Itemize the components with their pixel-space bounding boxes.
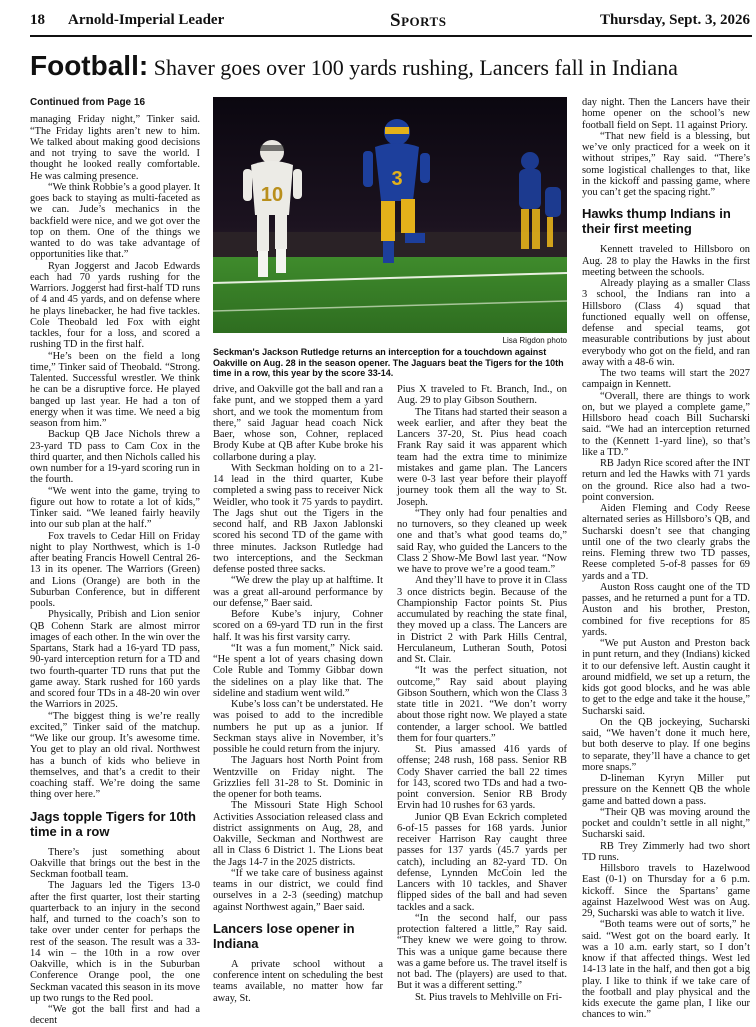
article-column-4: [582, 97, 750, 1021]
paragraph: Kennett traveled to Hillsboro on Aug. 28 to play the Hawks in the first meeting between the schools.: [582, 244, 750, 278]
paragraph: “If we take care of business against teams in our district, we could find ourselves in a 2-3 (seeding) matchup against Northwest again,” Baer said.: [213, 867, 383, 913]
paragraph: Already playing as a smaller Class 3 school, the Indians ran into a Hillsboro (Class 4) squad that functioned equally well on offense, defense and special teams, got measurable contributions by just about everybody who got on the field, and ran away with a 48-6 win.: [582, 278, 750, 368]
header-rule: [30, 35, 752, 37]
subhead-jags: Jags topple Tigers for 10th time in a row: [30, 808, 196, 839]
photo-illustration: [213, 97, 567, 333]
paragraph: The Missouri State High School Activities Association released class and district assignments on Aug, 28, and Oakville, Seckman and Northwest are all in Class 6 District 1. The Lions beat the Jags 14-7 in the 2025 districts.: [213, 800, 383, 868]
article-column-3: [397, 384, 567, 1003]
paragraph: “The biggest thing is we’re really excited,” Tinker said of the matchup. “We like our group. It’s awesome time. You get to play an old rival. Northwest has a bunch of kids who believe in themselves, and that’s a credit to their coaching staff. We’re doing the same thing over here.”: [30, 710, 200, 801]
article-column-2: [213, 384, 383, 1004]
paragraph: RB Trey Zimmerly had two short TD runs.: [582, 840, 750, 863]
page-number: 18: [30, 12, 45, 28]
football-photo: [213, 97, 567, 333]
paragraph: Ryan Joggerst and Jacob Edwards each had 70 yards rushing for the Warriors. Joggerst had first-half TD runs of 4 and 45 yards, and on defense where he plays linebacker, he had five tackles. Cole Theobald led Fox with eight tackles, four for a loss, and scored a rushing TD in the first half.: [30, 260, 200, 351]
paragraph: Physically, Pribish and Lion senior QB Cohenn Stark are almost mirror images of each other. In the win over the Spartans, Stark had a 16-yard TD pass, 90-yard interception return for a TD and two fourth-quarter TD runs that put the game away. Stark rushed for 160 yards and scored four TDs in a 48-20 win over the Warriors in 2025.: [30, 609, 200, 711]
paragraph: “Their QB was moving around the pocket and couldn’t settle in all night,” Sucharski said.: [582, 806, 750, 841]
paragraph: Aiden Fleming and Cody Reese alternated series as Hillsboro’s QB, and Sucharski doesn’t see that changing until one of the two clearly grabs the reins. Fleming threw two TD passes, Reese completed 5-of-8 passes for 69 yards and a TD.: [582, 503, 750, 582]
paragraph: “We got the ball first and had a decent: [30, 1004, 200, 1027]
paragraph: managing Friday night,” Tinker said. “The Friday lights aren’t new to him. We talked about making good decisions and not trying to save the world. I thought he looked really comfortable. He was calming presence.: [30, 114, 200, 182]
continued-note: Continued from Page 16: [30, 97, 146, 108]
paragraph: St. Pius amassed 416 yards of offense; 248 rush, 168 pass. Senior RB Cody Shaver carried the ball 22 times for 143, scored two TDs and had a two-point conversion. Senior RB Brody Ervin had 10 rushes for 63 yards.: [397, 744, 567, 812]
issue-date: Thursday, Sept. 3, 2026: [599, 12, 750, 28]
paragraph: Before Kube’s injury, Cohner scored on a 69-yard TD run in the first half. It was his first varsity carry.: [213, 609, 383, 643]
photo-credit: Lisa Rigdon photo: [502, 336, 567, 345]
paragraph: “That new field is a blessing, but we’ve only practiced for a week on it without stripes,” Ray said. “There’s some logistical challenges to that, like in the kickoff and passing game, where you can’t get the spacing right.”: [582, 130, 750, 198]
subhead-hawks: Hawks thump Indians in their first meeting: [582, 206, 731, 237]
jersey-number-left: 10: [260, 184, 284, 206]
paragraph: “In the second half, our pass protection faltered a little,” Ray said. “They knew we were going to throw. This was a unique game because there was a game before us. The travel itself is not bad. The (players) are used to that. But it was a different setting.”: [397, 912, 567, 992]
paragraph: With Seckman holding on to a 21-14 lead in the third quarter, Kube completed a swing pass to receiver Nick Weidler, who took it 75 yards to paydirt. The Jags shut out the Tigers in the second half, and RB Jaxon Jablonski scored his second TD of the game with three minutes. Jackson Rutledge had two interceptions, and the Seckman defense posted three sacks.: [213, 462, 383, 575]
paragraph: “They only had four penalties and no turnovers, so they cleaned up week one and that’s what good teams do,” said Ray, who guided the Lancers to the Class 2 Show-Me Bowl last year. “Now we have to prove we’re a good team.”: [397, 507, 567, 575]
headline-lead: Football:: [30, 50, 149, 81]
publication-name: Arnold-Imperial Leader: [68, 12, 225, 28]
paragraph: drive, and Oakville got the ball and ran a fake punt, and we stopped them a yard short, and we took the momentum from there,” said Jaguar head coach Nick Baer, whose son, Cohner, replaced Brody Kube at QB after Kube broke his collarbone during a play.: [213, 384, 383, 463]
headline: [30, 50, 752, 82]
paragraph: A private school without a conference intent on scheduling the best teams available, no matter how far away, St.: [213, 958, 383, 1004]
paragraph: “We think Robbie’s a good player. It goes back to staying as multi-faceted as we can. Jude’s mechanics in the backfield were nice, and we got over the top on them. One of the things we wanted to do was take advantage of opportunities like that.”: [30, 181, 200, 261]
paragraph: Kube’s loss can’t be understated. He was poised to add to the incredible numbers he put up as a junior. If Seckman stays alive in November, it’s possible he could return from the injury.: [213, 699, 383, 755]
paragraph: “Both teams were out of sorts,” he said. “West got on the board early. It was a 10 a.m. early start, so I don’t know if that affected things. West led 14-13 late in the half, and then got a big play. I like to think if we take care of the football and play physical and the kids execute the game plan, I like our chances to win.”: [582, 919, 750, 1021]
paragraph: Hillsboro travels to Hazelwood East (0-1) on Thursday for a 6 p.m. kickoff. Since the Spartans’ game against Hazelwood West was on Aug. 29, Sucharski was able to watch it live.: [582, 863, 750, 919]
paragraph: “It was the perfect situation, not outcome,” Ray said about playing Gibson Southern, which won the Class 3 state title in 2021. “We don’t worry about those right now. We played a state contender, a larger school. We battled them for four quarters.”: [397, 665, 567, 744]
headline-text: Shaver goes over 100 yards rushing, Lancers fall in Indiana: [148, 55, 678, 80]
article-column-1: [30, 97, 200, 1027]
paragraph: Auston Ross caught one of the TD passes, and he returned a punt for a TD. Auston and his brother, Preston, combined for five receptions for 85 yards.: [582, 581, 750, 638]
paragraph: On the QB jockeying, Sucharski said, “We haven’t done it much here, but both deserve to play. If one begins to separate, they’ll have a chance to get more snaps.”: [582, 716, 750, 773]
paragraph: Junior QB Evan Eckrich completed 6-of-15 passes for 168 yards. Junior receiver Harrison Ray caught three passes for 137 yards (45.7 yards per catch), including an 82-yard TD. On defense, Lynnden McCoin led the Lancers with 10 tackles, and Shaver flipped sides of the ball and had seven tackles and a sack.: [397, 811, 567, 913]
paragraph: There’s just something about Oakville that brings out the best in the Seckman football team.: [30, 846, 200, 880]
paragraph: “We drew the play up at halftime. It was a great all-around performance by our defense,” Baer said.: [213, 575, 383, 609]
jersey-number-right: 3: [391, 168, 403, 190]
paragraph: “It was a fun moment,” Nick said. “He spent a lot of years chasing down Cole Ruble and Tommy Gibbar down the sidelines on a play like that. The sideline and stadium went wild.”: [213, 642, 383, 699]
paragraph: “He’s been on the field a long time,” Tinker said of Theobald. “Strong. Talented. Successful wrestler. We think he can be a disruptive force. He played banged up last year. He had a ton of energy when it was time. We need a big season from him.”: [30, 350, 200, 429]
paragraph: The Jaguars led the Tigers 13-0 after the first quarter, lost their starting quarterback to an injury in the second half, and turned to the coach’s son to take over under center for perhaps the rest of the season. The result was a 33-14 win – the 10th in a row over Oakville, which is in the Suburban Conference Orange pool, the one Seckman vacated this season in its move up two rungs to the Red pool.: [30, 880, 200, 1004]
paragraph: day night. Then the Lancers have their home opener on the school’s new football field on Sept. 11 against Priory.: [582, 97, 750, 131]
paragraph: The two teams will start the 2027 campaign in Kennett.: [582, 368, 750, 391]
paragraph: RB Jadyn Rice scored after the INT return and led the Hawks with 71 yards on the ground. Rice also had a two-point conversion.: [582, 458, 750, 503]
paragraph: “Overall, there are things to work on, but we played a complete game,” Hillsboro head coach Bill Sucharski said. “We had an interception returned to the (Kennett 1-yard line), so that’s like a TD.”: [582, 390, 750, 458]
paragraph: “We went into the game, trying to figure out how to rotate a lot of kids,” Tinker said. “We leaned fairly heavily into our sub plan at the half.”: [30, 485, 200, 531]
photo-caption: Seckman's Jackson Rutledge returns an interception for a touchdown against Oakville on Aug. 28 in the season opener. The Jaguars beat the Tigers for the 10th time in a row, this year by the score 33-14.: [213, 347, 564, 378]
paragraph: Fox travels to Cedar Hill on Friday night to play Northwest, which is 1-0 after beating Francis Howell Central 26-13 in its opener. The Warriors (Green) and Lions (Orange) are both in the Suburban Conference, but in different pools.: [30, 530, 200, 609]
paragraph: Pius X traveled to Ft. Branch, Ind., on Aug. 29 to play Gibson Southern.: [397, 384, 567, 407]
paragraph: “We put Auston and Preston back in punt return, and they (Indians) kicked it to our defensive left. Austin caught it around midfield, we set up a return, the kids got good blocks, and he was able to get to the edge and take it the house,” Sucharski said.: [582, 638, 750, 717]
paragraph: D-lineman Kyryn Miller put pressure on the Kennett QB the whole game and batted down a pass.: [582, 773, 750, 807]
subhead-lancers: Lancers lose opener in Indiana: [213, 920, 355, 951]
paragraph: The Titans had started their season a week earlier, and after they beat the Lancers 37-20, St. Pius head coach Frank Ray said it was apparent which team had the extra time to minimize mistakes and game plan. The Lancers were 0-3 last year before their playoff journey took them all the way to St. Joseph.: [397, 406, 567, 508]
paragraph: Backup QB Jace Nichols threw a 23-yard TD pass to Cam Cox in the third quarter, and then Nichols called his own number for a 19-yard scoring run in the fourth.: [30, 429, 200, 486]
section-name: Sports: [390, 10, 447, 31]
paragraph: And they’ll have to prove it in Class 3 once districts begin. Because of the Championship Factor points St. Pius accumulated by reaching the state final, they moved up a class. The Lancers are in District 2 with Park Hills Central, Herculaneum, Lutheran South, Potosi and St. Clair.: [397, 575, 567, 665]
paragraph: The Jaguars host North Point from Wentzville on Friday night. The Grizzlies fell 31-28 to St. Dominic in the opener for both teams.: [213, 755, 383, 800]
paragraph: St. Pius travels to Mehlville on Fri-: [415, 991, 562, 1003]
page-header: [30, 12, 750, 34]
